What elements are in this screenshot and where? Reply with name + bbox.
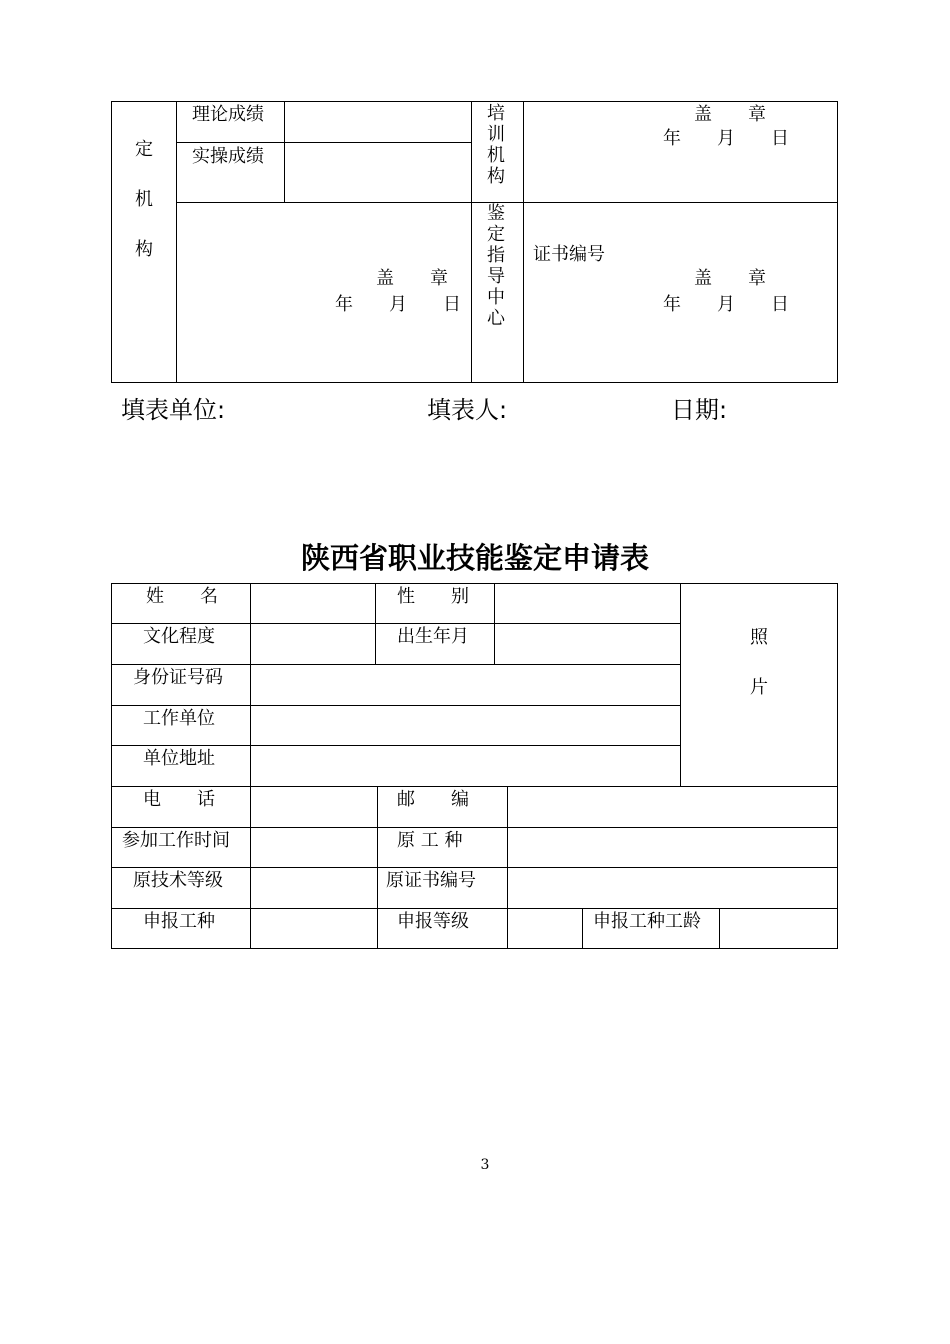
original-trade-label: 原 工 种 — [397, 830, 463, 851]
photo-box[interactable] — [681, 584, 837, 786]
unit-address-label: 单位地址 — [143, 748, 215, 769]
org-seal-text: 盖 章 — [376, 268, 448, 289]
gender-field[interactable] — [495, 584, 680, 623]
center-date-text: 年 月 日 — [663, 294, 789, 315]
training-org-label: 培训机构 — [484, 103, 505, 187]
phone-field[interactable] — [251, 787, 377, 827]
practice-score-label: 实操成绩 — [192, 146, 264, 167]
photo-label-bottom: 片 — [750, 677, 768, 698]
original-cert-label: 原证书编号 — [386, 870, 476, 891]
postcode-label: 邮 编 — [397, 789, 469, 810]
filler-label: 填表人: — [427, 396, 508, 424]
education-field[interactable] — [251, 624, 375, 664]
work-start-label: 参加工作时间 — [122, 830, 230, 851]
fill-date-label: 日期: — [671, 396, 728, 424]
original-cert-field[interactable] — [508, 868, 837, 908]
certificate-number-label: 证书编号 — [533, 244, 605, 265]
postcode-field[interactable] — [508, 787, 837, 827]
training-seal-text: 盖 章 — [694, 104, 766, 125]
theory-score-label: 理论成绩 — [192, 104, 264, 125]
appraisal-org-side-label: 定机构 — [135, 139, 153, 260]
name-label: 姓 名 — [146, 586, 218, 607]
apply-trade-years-field[interactable] — [720, 909, 837, 948]
fill-unit-label: 填表单位: — [121, 396, 226, 424]
id-number-field[interactable] — [251, 665, 680, 705]
page-number: 3 — [480, 1157, 490, 1173]
id-number-label: 身份证号码 — [133, 667, 223, 688]
work-unit-label: 工作单位 — [143, 708, 215, 729]
org-date-text: 年 月 日 — [335, 294, 461, 315]
appraisal-center-label: 鉴定指导中心 — [484, 203, 505, 329]
original-level-label: 原技术等级 — [133, 870, 223, 891]
birth-date-label: 出生年月 — [397, 626, 469, 647]
gender-label: 性 别 — [397, 586, 469, 607]
apply-level-label: 申报等级 — [397, 911, 469, 932]
photo-label-top: 照 — [750, 627, 768, 648]
work-unit-field[interactable] — [251, 706, 680, 745]
training-date-text: 年 月 日 — [663, 128, 789, 149]
education-label: 文化程度 — [143, 626, 215, 647]
center-seal-text: 盖 章 — [694, 268, 766, 289]
work-start-field[interactable] — [251, 828, 377, 867]
form-title: 陕西省职业技能鉴定申请表 — [300, 541, 649, 575]
apply-trade-years-label: 申报工种工龄 — [593, 911, 701, 932]
original-trade-field[interactable] — [508, 828, 837, 867]
apply-trade-label: 申报工种 — [143, 911, 215, 932]
name-field[interactable] — [251, 584, 375, 623]
birth-date-field[interactable] — [495, 624, 680, 664]
unit-address-field[interactable] — [251, 746, 680, 786]
apply-level-field[interactable] — [508, 909, 582, 948]
apply-trade-field[interactable] — [251, 909, 377, 948]
phone-label: 电 话 — [143, 789, 215, 810]
original-level-field[interactable] — [251, 868, 377, 908]
